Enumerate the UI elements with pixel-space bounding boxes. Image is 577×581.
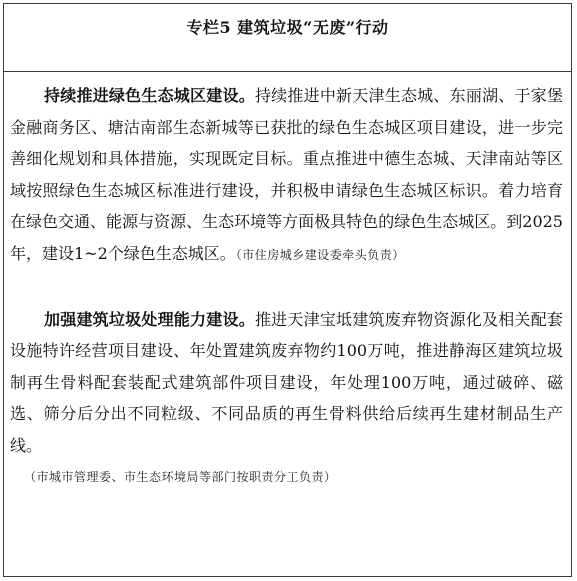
section-2-body: 推进天津宝坻建筑废弃物资源化及相关配套设施特许经营项目建设、年处置建筑废弃物约100万吨，推进静海区建筑垃圾制再生骨料配套装配式建筑部件项目建设，年处理100万吨，通过破碎、磁选、筛分后分出不同粒级、不同品质的再生骨料供给后续再生建材制品生产线。 <box>10 309 563 455</box>
section-2-responsible: （市城市管理委、市生态环境局等部门按职责分工负责） <box>24 469 337 484</box>
feature-box <box>3 3 572 577</box>
section-1-heading: 持续推进绿色生态城区建设。 <box>44 86 255 105</box>
section-2-heading: 加强建筑垃圾处理能力建设。 <box>44 309 255 329</box>
section-1-responsible: （市住房城乡建设委牵头负责） <box>235 247 405 262</box>
box-header <box>4 4 571 72</box>
box-content <box>10 80 563 492</box>
box-title: 专栏5 建筑垃圾“无废”行动 <box>186 18 389 37</box>
section-paragraph-2 <box>10 304 563 462</box>
section-paragraph-1 <box>10 80 563 272</box>
section-spacer <box>10 272 563 304</box>
section-1-body: 持续推进中新天津生态城、东丽湖、于家堡金融商务区、塘沽南部生态新城等已获批的绿色生态城区项目建设，进一步完善细化规划和具体措施，实现既定目标。重点推进中德生态城、天津南站等区域按照绿色生态城区标准进行建设，并积极申请绿色生态城区标识。着力培育在绿色交通、能源与资源、生态环境等方面极具特色的绿色生态城区。到2025年，建设1~2个绿色生态城区。 <box>10 86 563 263</box>
